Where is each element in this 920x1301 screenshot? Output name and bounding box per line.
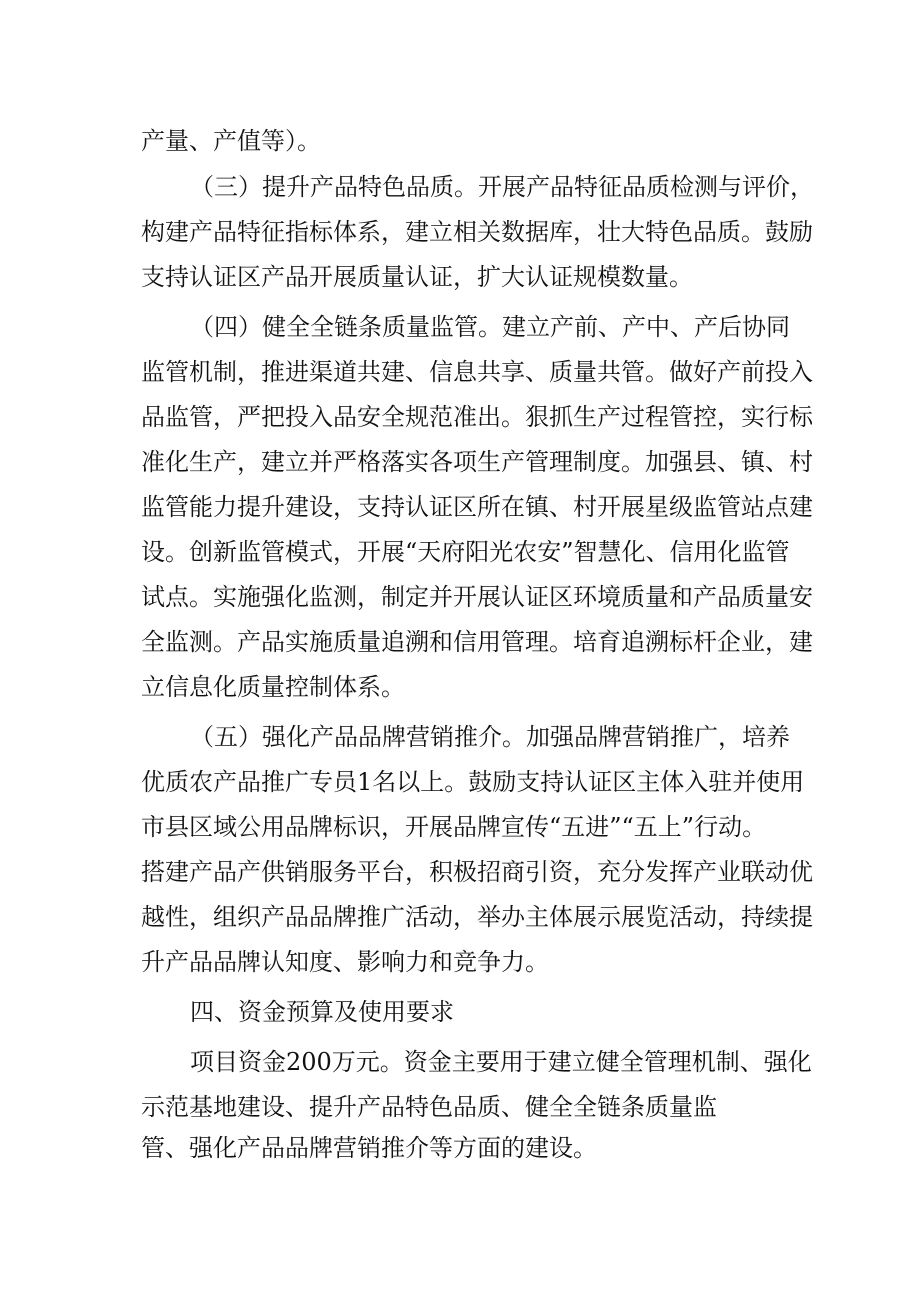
funding-paragraph-first-line: 项目资金200万元。资金主要用于建立健全管理机制、强化 xyxy=(190,1048,812,1076)
text-line: 越性，组织产品品牌推广活动，举办主体展示展览活动，持续提 xyxy=(141,903,813,931)
text-line: 立信息化质量控制体系。 xyxy=(141,673,405,701)
text-line: 管、强化产品品牌营销推介等方面的建设。 xyxy=(141,1134,597,1162)
text-line: 支持认证区产品开展质量认证，扩大认证规模数量。 xyxy=(141,263,693,291)
text-line: 市县区域公用品牌标识，开展品牌宣传“五进”“五上”行动。 xyxy=(141,813,767,841)
text-line: 优质农产品推广专员1名以上。鼓励支持认证区主体入驻并使用 xyxy=(141,768,805,796)
paragraph-5-first-line: （五）强化产品品牌营销推介。加强品牌营销推广，培养 xyxy=(190,723,790,751)
text-line: 搭建产品产供销服务平台，积极招商引资，充分发挥产业联动优 xyxy=(141,858,813,886)
text-line: 升产品品牌认知度、影响力和竞争力。 xyxy=(141,948,549,976)
paragraph-3-first-line: （三）提升产品特色品质。开展产品特征品质检测与评价， xyxy=(190,173,814,201)
text-line: 监管机制，推进渠道共建、信息共享、质量共管。做好产前投入 xyxy=(141,358,813,386)
text-line: 设。创新监管模式，开展“天府阳光农安”智慧化、信用化监管 xyxy=(141,538,790,566)
text-line: 示范基地建设、提升产品特色品质、健全全链条质量监 xyxy=(141,1093,717,1121)
text-line: 全监测。产品实施质量追溯和信用管理。培育追溯标杆企业，建 xyxy=(141,628,813,656)
paragraph-4-first-line: （四）健全全链条质量监管。建立产前、产中、产后协同 xyxy=(190,313,790,341)
text-line: 品监管，严把投入品安全规范准出。狠抓生产过程管控，实行标 xyxy=(141,403,813,431)
text-line: 监管能力提升建设，支持认证区所在镇、村开展星级监管站点建 xyxy=(141,493,813,521)
text-line: 准化生产，建立并严格落实各项生产管理制度。加强县、镇、村 xyxy=(141,448,813,476)
text-line: 产量、产值等）。 xyxy=(141,127,321,155)
section-heading: 四、资金预算及使用要求 xyxy=(190,998,454,1026)
text-line: 试点。实施强化监测，制定并开展认证区环境质量和产品质量安 xyxy=(141,583,813,611)
text-line: 构建产品特征指标体系，建立相关数据库，壮大特色品质。鼓励 xyxy=(141,218,813,246)
